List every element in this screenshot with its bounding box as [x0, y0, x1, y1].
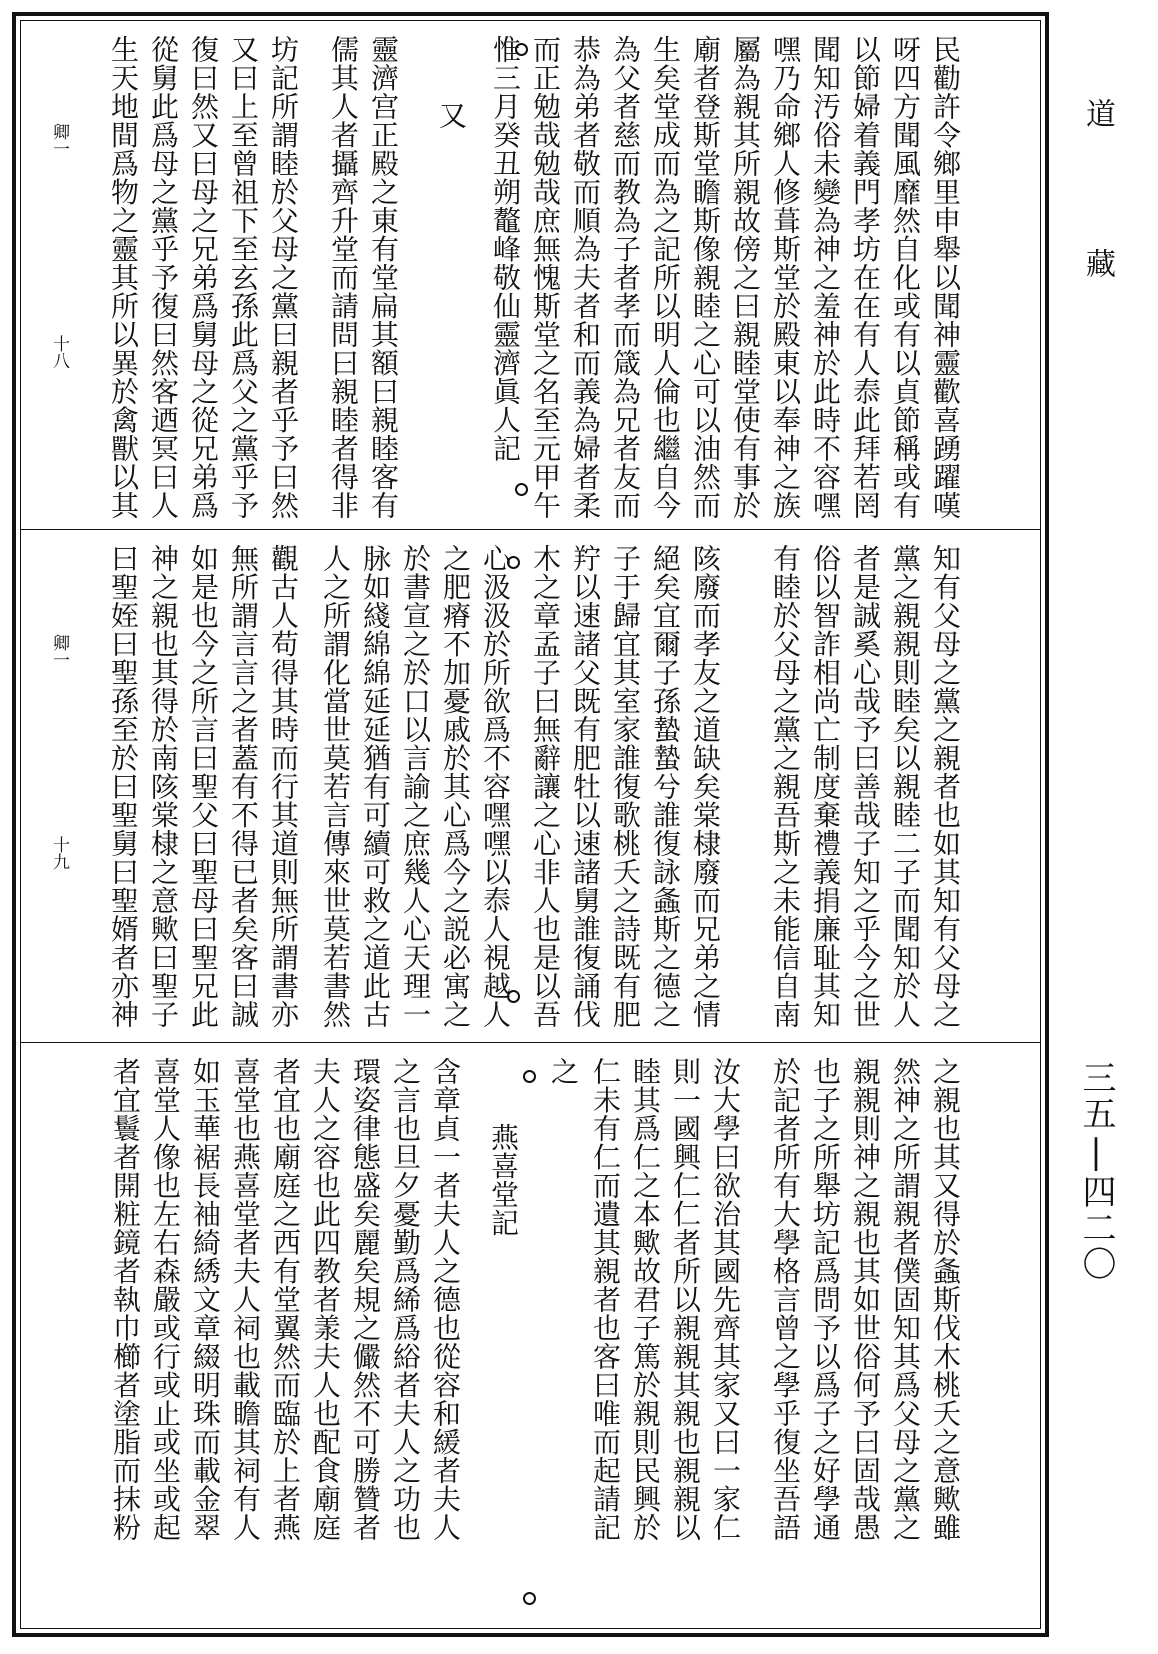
folio-number: 十八 [49, 335, 69, 369]
text-column: 如玉華裾長袖綺綉文章綴明珠而載金翠 [189, 1057, 222, 1542]
text-column: 睦其爲仁之本歟故君子篤於親則民興於 [629, 1057, 662, 1542]
text-column: 之言也旦夕憂勤爲絺爲綌者夫人之功也 [389, 1057, 422, 1542]
text-column: 無所謂言言之者蓋有不得已者矣客曰誠 [227, 544, 260, 1029]
text-column: 復曰然又曰母之兄弟爲舅母之從兄弟爲 [187, 35, 220, 520]
text-column: 環姿律態盛矣麗矣規之儼然不可勝贊者 [349, 1057, 382, 1542]
section-heading: 燕喜堂記 [487, 1123, 520, 1237]
text-column: 脉如綫綿綿延延猶有可續可救之道此古 [359, 544, 392, 1029]
text-column: 也子之所舉坊記爲問予以爲子之好學通 [809, 1057, 842, 1542]
text-column: 子于歸宜其室家誰復歌桃夭之詩既有肥 [609, 544, 642, 1029]
folio-marker: 卿一 [49, 634, 69, 668]
text-column: 生天地間爲物之靈其所以異於禽獸以其 [107, 35, 140, 520]
text-band-1 [20, 21, 1041, 529]
text-column: 於記者所有大學格言曾之學乎復坐吾語 [769, 1057, 802, 1542]
text-column: 黨之親親則睦矣以親睦二子而聞知於人 [889, 544, 922, 1029]
text-column: 仁未有仁而遺其親者也客曰唯而起請記 [589, 1057, 622, 1542]
text-column: 喜堂人像也左右森嚴或行或止或坐或起 [149, 1057, 182, 1542]
text-band-2 [20, 530, 1041, 1042]
circle-mark-icon [523, 1592, 536, 1605]
text-column: 心汲汲於所欲爲不容嘿嘿以㤗人視越人 [479, 544, 512, 1029]
text-column: 之親也其又得於螽斯伐木桃夭之意歟雖 [929, 1057, 962, 1542]
text-column: 如是也今之所言曰聖父曰聖母曰聖兄此 [187, 544, 220, 1029]
text-column: 陔廢而孝友之道缺矣棠棣廢而兄弟之情 [689, 544, 722, 1029]
text-column: 之肥瘠不加憂戚於其心爲今之説必寓之 [439, 544, 472, 1029]
text-column: 屬為親其所親故傍之曰親睦堂使有事於 [729, 35, 762, 520]
text-column: 為父者慈而教為子者孝而箴為兄者友而 [609, 35, 642, 520]
text-column: 儒其人者攝齊升堂而請問曰親睦者得非 [327, 35, 360, 520]
circle-mark-icon [523, 1070, 536, 1083]
circle-mark-icon [515, 483, 528, 496]
text-column: 有睦於父母之黨之親吾斯之未能信自南 [769, 544, 802, 1029]
text-column: 於書宣之於口以言諭之庶幾人心天理一 [399, 544, 432, 1029]
text-column: 則一國興仁仁者所以親親其親也親親以 [669, 1057, 702, 1542]
text-column: 親親則神之親也其如世俗何予曰固哉愚 [849, 1057, 882, 1542]
collection-title: 道藏 [1080, 98, 1115, 398]
text-column: 生矣堂成而為之記所以明人倫也繼自今 [649, 35, 682, 520]
text-column: 之 [547, 1057, 580, 1086]
text-column: 羜以速諸父既有肥牡以速諸舅誰復誦伐 [569, 544, 602, 1029]
text-column: 絕矣宜爾子孫蟄蟄兮誰復詠螽斯之德之 [649, 544, 682, 1029]
text-column: 神之親也其得於南陔棠棣之意歟曰聖子 [147, 544, 180, 1029]
text-column: 者是誠奚心哉予曰善哉子知之乎今之世 [849, 544, 882, 1029]
text-column: 人之所謂化當世莫若言傳來世莫若書然 [319, 544, 352, 1029]
text-column: 俗以智詐相尚亡制度棄禮義捐廉耻其知 [809, 544, 842, 1029]
circle-mark-icon [515, 43, 528, 56]
text-band-3 [20, 1043, 1041, 1633]
text-column: 恭為弟者敬而順為夫者和而義為婦者柔 [569, 35, 602, 520]
circle-mark-icon [507, 556, 520, 569]
text-column: 惟三月癸丑朔鼇峰敬仙靈濟眞人記 [489, 35, 522, 463]
text-column: 者宜也廟庭之西有堂翼然而臨於上者燕 [269, 1057, 302, 1542]
text-column: 從舅此爲母之黨乎予復曰然客迺冥曰人 [147, 35, 180, 520]
circle-mark-icon [507, 990, 520, 1003]
text-column: 觀古人苟得其時而行其道則無所謂書亦 [267, 544, 300, 1029]
folio-number: 十九 [49, 836, 69, 870]
text-column: 然神之所謂親者僕固知其爲父母之黨之 [889, 1057, 922, 1542]
folio-marker: 卿一 [49, 123, 69, 157]
text-column: 汝大學曰欲治其國先齊其家又曰一家仁 [709, 1057, 742, 1542]
text-column: 嘿乃命鄉人修葺斯堂於殿東以奉神之族 [769, 35, 802, 520]
text-column: 聞知汚俗未變為神之羞神於此時不容嘿 [809, 35, 842, 520]
text-column: 坊記所謂睦於父母之黨曰親者乎予曰然 [267, 35, 300, 520]
text-column: 以節婦着義門孝坊在在有人㤗此拜若罔 [849, 35, 882, 520]
text-column: 夫人之容也此四教者羕夫人也配食廟庭 [309, 1057, 342, 1542]
text-column: 呀四方聞風靡然自化或有以貞節稱或有 [889, 35, 922, 520]
text-column: 喜堂也燕喜堂者夫人祠也載瞻其祠有人 [229, 1057, 262, 1542]
text-column: 者宜鬟者開粧鏡者執巾櫛者塗脂而抹粉 [109, 1057, 142, 1542]
text-column: 曰聖姪曰聖孫至於曰聖舅曰聖婿者亦神 [107, 544, 140, 1029]
text-column: 知有父母之黨之親者也如其知有父母之 [929, 544, 962, 1029]
text-column: 民勸許令鄉里申舉以聞神靈歡喜踴躍嘆 [929, 35, 962, 520]
page-reference: 三五|四二〇 [1076, 1060, 1116, 1282]
text-column: 廟者登斯堂瞻斯像親睦之心可以油然而 [689, 35, 722, 520]
text-column: 木之章孟子曰無辭讓之心非人也是以吾 [529, 544, 562, 1029]
text-column: 含章貞一者夫人之德也從容和緩者夫人 [429, 1057, 462, 1542]
section-heading: 又 [435, 101, 468, 130]
text-column: 而正勉哉勉哉庶無愧斯堂之名至元甲午 [529, 35, 562, 520]
text-column: 又曰上至曾祖下至玄孫此爲父之黨乎予 [227, 35, 260, 520]
text-column: 靈濟宫正殿之東有堂扁其額曰親睦客有 [367, 35, 400, 520]
